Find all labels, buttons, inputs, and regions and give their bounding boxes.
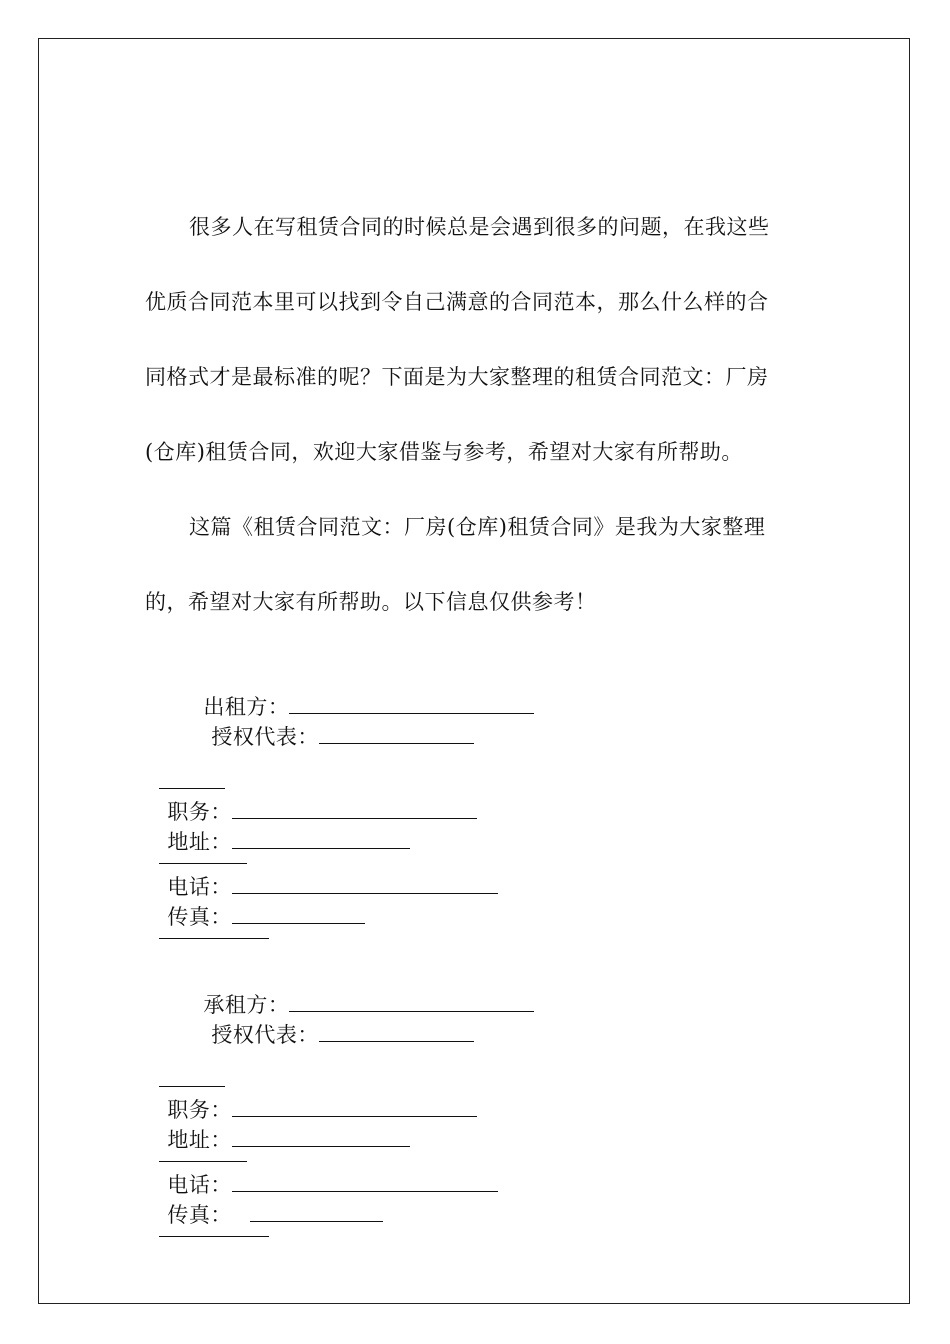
intro-line-1: 很多人在写租赁合同的时候总是会遇到很多的问题，在我这些 xyxy=(189,215,770,239)
lessee-party-label: 承租方： xyxy=(203,993,290,1017)
lessee-address-blank-cont[interactable] xyxy=(159,1141,247,1162)
intro-line-2: 优质合同范本里可以找到令自己满意的合同范本，那么什么样的合 xyxy=(145,290,769,314)
lessor-fax-blank-cont[interactable] xyxy=(159,918,269,939)
lessor-address-label: 地址： xyxy=(167,830,232,854)
note-line-2: 的，希望对大家有所帮助。以下信息仅供参考！ xyxy=(145,590,597,614)
lessor-rep-label: 授权代表： xyxy=(211,725,319,749)
lessee-title-label: 职务： xyxy=(167,1098,232,1122)
lessee-fax-label: 传真： xyxy=(167,1203,232,1227)
lessor-rep-blank-cont[interactable] xyxy=(159,768,225,789)
lessee-party-blank[interactable] xyxy=(289,991,534,1012)
intro-line-3: 同格式才是最标准的呢？下面是为大家整理的租赁合同范文：厂房 xyxy=(145,365,769,389)
lessor-party-label: 出租方： xyxy=(203,695,290,719)
note-line-1: 这篇《租赁合同范文：厂房(仓库)租赁合同》是我为大家整理 xyxy=(189,515,766,539)
lessee-rep-label: 授权代表： xyxy=(211,1023,319,1047)
lessor-fax-label: 传真： xyxy=(167,905,232,929)
intro-line-4: (仓库)租赁合同，欢迎大家借鉴与参考，希望对大家有所帮助。 xyxy=(145,440,743,464)
lessee-rep-blank-cont[interactable] xyxy=(159,1066,225,1087)
lessor-title-label: 职务： xyxy=(167,800,232,824)
lessor-party-blank[interactable] xyxy=(289,693,534,714)
lessor-address-blank-cont[interactable] xyxy=(159,843,247,864)
lessee-line-4 xyxy=(145,1185,805,1245)
lessee-fax-blank-cont[interactable] xyxy=(159,1216,269,1237)
lessor-line-4 xyxy=(145,887,805,947)
lessee-phone-label: 电话： xyxy=(167,1173,232,1197)
lessor-phone-label: 电话： xyxy=(167,875,232,899)
lessee-address-label: 地址： xyxy=(167,1128,232,1152)
